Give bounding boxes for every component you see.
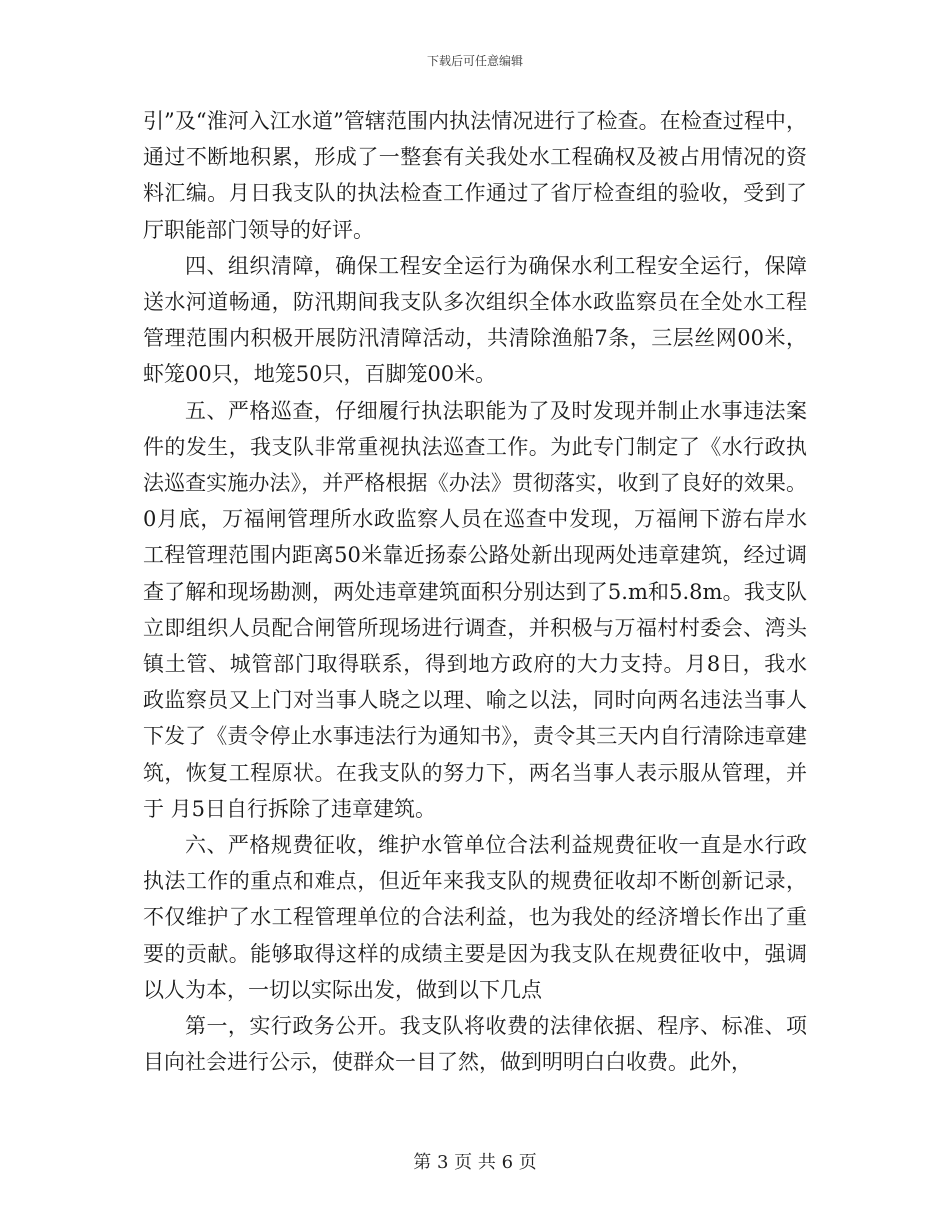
paragraph-point-one: 第一，实行政务公开。我支队将收费的法律依据、程序、标准、项目向社会进行公示，使群众一目了然，做到明明白白收费。此外， xyxy=(143,1014,807,1075)
paragraph-section-six: 六、严格规费征收，维护水管单位合法利益规费征收一直是水行政执法工作的重点和难点，但近年来我支队的规费征收却不断创新记录，不仅维护了水工程管理单位的合法利益，也为我处的经济增长作出了重要的贡献。能够取得这样的成绩主要是因为我支队在规费征收中，强调以人为本，一切以实际出发，做到以下几点 xyxy=(143,833,807,1002)
page-number: 第 3 页 共 6 页 xyxy=(413,1152,537,1173)
document-body xyxy=(143,103,807,1080)
page-header-note: 下载后可任意编辑 xyxy=(426,54,523,68)
paragraph-continuation: 引”及“淮河入江水道”管辖范围内执法情况进行了检查。在检查过程中，通过不断地积累，形成了一整套有关我处水工程确权及被占用情况的资料汇编。月日我支队的执法检查工作通过了省厅检查组的验收，受到了厅职能部门领导的好评。 xyxy=(143,109,807,242)
paragraph-section-four: 四、组织清障，确保工程安全运行为确保水利工程安全运行，保障送水河道畅通，防汛期间我支队多次组织全体水政监察员在全处水工程管理范围内积极开展防汛清障活动，共清除渔船7条，三层丝网00米，虾笼00只，地笼50只，百脚笼00米。 xyxy=(143,253,807,387)
paragraph-section-five: 五、严格巡查，仔细履行执法职能为了及时发现并制止水事违法案件的发生，我支队非常重视执法巡查工作。为此专门制定了《水行政执法巡查实施办法》，并严格根据《办法》贯彻落实，收到了良好的效果。0月底，万福闸管理所水政监察人员在巡查中发现，万福闸下游右岸水工程管理范围内距离50米靠近扬泰公路处新出现两处违章建筑，经过调查了解和现场勘测，两处违章建筑面积分别达到了5.m和5.8m。我支队立即组织人员配合闸管所现场进行调查，并积极与万福村村委会、湾头镇土管、城管部门取得联系，得到地方政府的大力支持。月8日，我水政监察员又上门对当事人晓之以理、喻之以法，同时向两名违法当事人下发了《责令停止水事违法行为通知书》，责令其三天内自行清除违章建筑，恢复工程原状。在我支队的努力下，两名当事人表示服从管理，并于 月5日自行拆除了违章建筑。 xyxy=(143,398,807,821)
